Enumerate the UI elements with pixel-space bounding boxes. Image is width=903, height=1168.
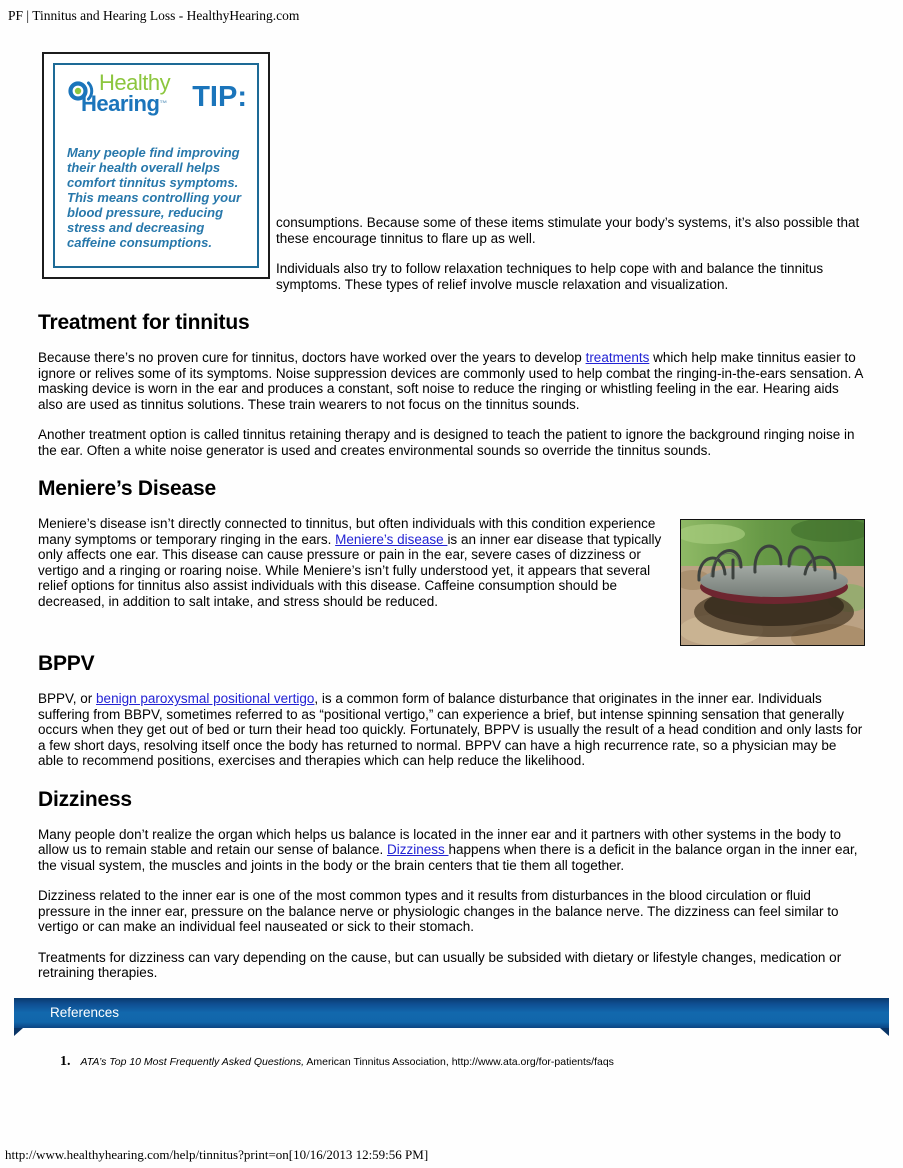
tip-label: TIP:: [192, 81, 247, 113]
logo-text-healthy: Healthy: [99, 70, 171, 95]
healthy-hearing-logo-icon: [67, 77, 95, 110]
text-after-treatments-link: which help make tinnitus easier to ignore or relives some of its symptoms. Noise suppression devices are commonly used to help combat the ringing-in-the-ears sensation. A masking device is worn in the ear and produces a constant, soft noise to reduce the ringing or whistling feeling in the ear. Hearing aids also are used as tinnitus solutions. These train wearers to not focus on the tinnitus sounds.: [38, 350, 863, 412]
text-after-meniere-link: is an inner ear disease that typically only affects one ear. This disease can cause pressure or pain in the ear, severe cases of dizziness or vertigo and a ringing or roaring noise. While Meniere’s isn’t fully understood yet, it appears that several relief options for tinnitus also assist individuals with this disease. Caffeine consumption should be decreased, in addition to salt intake, and stress should be reduced.: [38, 531, 662, 609]
heading-dizziness: Dizziness: [38, 787, 132, 811]
paragraph-treatment-1: [38, 350, 865, 412]
paragraph-meniere: [38, 516, 865, 609]
references-list: [60, 1055, 903, 1069]
page-footer-url: http://www.healthyhearing.com/help/tinnitus?print=on[10/16/2013 12:59:56 PM]: [5, 1147, 429, 1162]
menieres-disease-link[interactable]: Meniere’s disease: [335, 531, 448, 547]
tip-text: Many people find improving their health overall helps comfort tinnitus symptoms. This means controlling your blood pressure, reducing stress and decreasing caffeine consumptions.: [67, 145, 242, 250]
article-content: [38, 39, 865, 981]
logo-text-hearing: Hearing™: [81, 91, 167, 116]
text-before-dizziness-link: Many people don’t realize the organ which helps us balance is located in the inner ear and it partners with other systems in the body to allow us to remain stable and retain our sense of balance.: [38, 826, 841, 857]
heading-menieres-disease: Meniere’s Disease: [38, 477, 216, 500]
dizziness-link[interactable]: Dizziness: [386, 842, 449, 857]
benign-paroxysmal-positional-vertigo-link[interactable]: benign paroxysmal positional vertigo: [96, 691, 315, 706]
tip-box-header: [67, 70, 247, 133]
trademark-symbol: ™: [159, 99, 167, 108]
references-banner-label: References: [50, 1004, 120, 1020]
text-after-dizziness-link: happens when there is a deficit in the balance organ in the inner ear, the visual system, the muscles and joints in the body or the brain centers that tie them all together.: [38, 842, 858, 873]
reference-title: ATA’s Top 10 Most Frequently Asked Questions,: [80, 1055, 305, 1068]
paragraph-dizziness-2: Dizziness related to the inner ear is one of the most common types and it results from disturbances in the blood circulation or fluid pressure in the inner ear, pressure on the balance nerve or physiologic changes in the balance nerve. The dizziness can feel similar to vertigo or can make an individual feel nauseated or sick to their stomach.: [38, 888, 839, 934]
paragraph-treatment-2: Another treatment option is called tinnitus retaining therapy and is designed to teach the patient to ignore the background ringing noise in the ear. Often a white noise generator is used and creates environmental sounds so override the tinnitus sounds.: [38, 427, 855, 458]
healthy-hearing-tip-box: [42, 52, 270, 279]
text-after-bppv-link: , is a common form of balance disturbance that originates in the inner ear. Individuals suffering from BBPV, sometimes referred to as “positional vertigo,” can experience a brief, but intense spinning sensation that generally occurs when they get out of bed or turn their head too quickly. Fortunately, BPPV is usually the result of a head condition and only lasts for a few short days, resolving itself once the body has returned to normal. BPPV can have a high recurrence rate, so a physician may be able to recommend positions, exercises and therapies which can help reduce the likelihood.: [38, 691, 863, 768]
window-title: PF | Tinnitus and Hearing Loss - HealthyHearing.com: [8, 8, 300, 23]
references-banner: [14, 998, 889, 1028]
text-before-treatments-link: Because there’s no proven cure for tinnitus, doctors have worked over the years to develop: [38, 350, 586, 365]
heading-treatment-for-tinnitus: Treatment for tinnitus: [38, 311, 250, 334]
treatments-link[interactable]: treatments: [585, 350, 650, 365]
reference-number: 1.: [60, 1053, 71, 1069]
reference-source: American Tinnitus Association, http://www.ata.org/for-patients/faqs: [304, 1055, 614, 1068]
paragraph-bppv: [38, 691, 865, 769]
paragraph-consumptions-fragment: consumptions. Because some of these items stimulate your body’s systems, it’s also possible that these encourage tinnitus to flare up as well.: [276, 215, 860, 246]
text-before-meniere-link: Meniere’s disease isn’t directly connected to tinnitus, but often individuals with this condition experience many symptoms or temporary ringing in the ears.: [38, 516, 656, 547]
merry-go-round-image: [680, 519, 865, 646]
paragraph-dizziness-1: [38, 827, 865, 874]
tip-box-inner: [53, 63, 259, 268]
heading-bppv: BPPV: [38, 652, 95, 675]
reference-item: [60, 1055, 903, 1069]
paragraph-relaxation: Individuals also try to follow relaxation techniques to help cope with and balance the tinnitus symptoms. These types of relief involve muscle relaxation and visualization.: [276, 261, 824, 292]
text-before-bppv-link: BPPV, or: [38, 691, 97, 706]
paragraph-dizziness-3: Treatments for dizziness can vary depending on the cause, but can usually be subsided with dietary or lifestyle changes, medication or retraining therapies.: [38, 949, 842, 980]
